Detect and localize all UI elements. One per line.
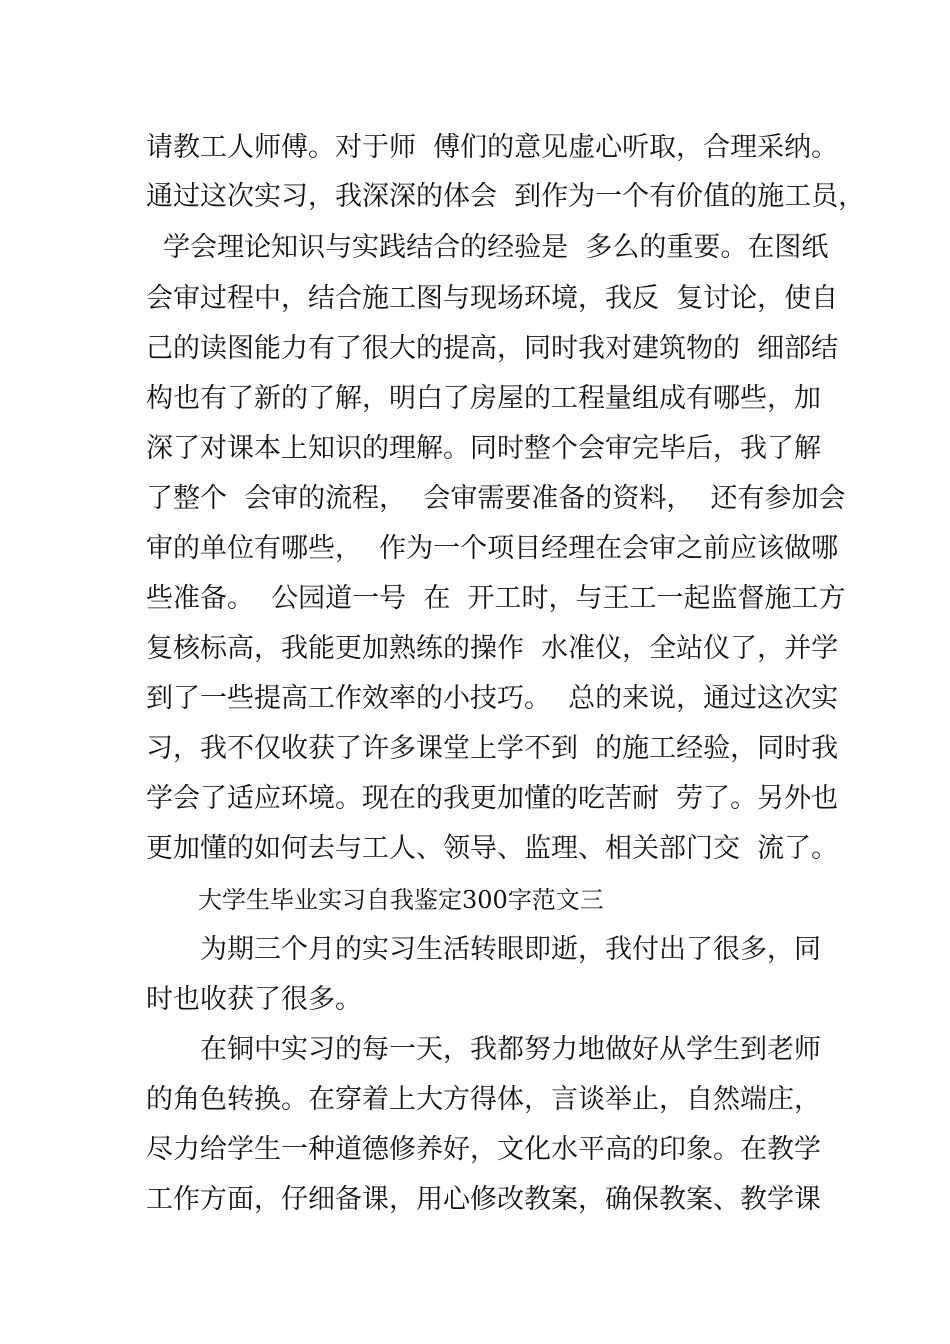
text-line: 审的单位有哪些， 作为一个项目经理在会审之前应该做哪	[146, 533, 839, 564]
text-line: 在铜中实习的每一天，我都努力地做好从学生到老师	[200, 1034, 821, 1065]
text-line: 更加懂的如何去与工人、领导、监理、相关部门交 流了。	[146, 833, 839, 864]
text-line: 工作方面，仔细备课，用心修改教案，确保教案、教学课	[146, 1184, 821, 1215]
text-line: 复核标高，我能更加熟练的操作 水准仪，全站仪了，并学	[146, 633, 839, 664]
text-line: 到了一些提高工作效率的小技巧。 总的来说，通过这次实	[146, 683, 839, 714]
text-line: 深了对课本上知识的理解。同时整个会审完毕后，我了解	[146, 433, 821, 464]
text-line: 为期三个月的实习生活转眼即逝，我付出了很多，同	[200, 934, 821, 965]
text-line: 会审过程中，结合施工图与现场环境，我反 复讨论，使自	[146, 283, 839, 314]
text-line: 了整个 会审的流程， 会审需要准备的资料， 还有参加会	[146, 483, 846, 514]
section-heading: 大学生毕业实习自我鉴定300字范文三	[198, 886, 604, 914]
text-line: 习，我不仅收获了许多课堂上学不到 的施工经验，同时我	[146, 733, 839, 764]
text-line: 学会理论知识与实践结合的经验是 多么的重要。在图纸	[146, 232, 829, 263]
text-line: 请教工人师傅。对于师 傅们的意见虚心听取，合理采纳。	[146, 132, 839, 163]
text-line: 构也有了新的了解，明白了房屋的工程量组成有哪些，加	[146, 383, 821, 414]
text-line: 尽力给学生一种道德修养好，文化水平高的印象。在教学	[146, 1134, 821, 1165]
text-line: 学会了适应环境。现在的我更加懂的吃苦耐 劳了。另外也	[146, 783, 839, 814]
text-line: 己的读图能力有了很大的提高，同时我对建筑物的 细部结	[146, 333, 839, 364]
text-line: 时也收获了很多。	[146, 984, 362, 1015]
text-line: 的角色转换。在穿着上大方得体，言谈举止，自然端庄，	[146, 1084, 821, 1115]
text-line: 些准备。 公园道一号 在 开工时，与王工一起监督施工方	[146, 583, 846, 614]
text-line: 通过这次实习，我深深的体会 到作为一个有价值的施工员，	[146, 181, 866, 212]
